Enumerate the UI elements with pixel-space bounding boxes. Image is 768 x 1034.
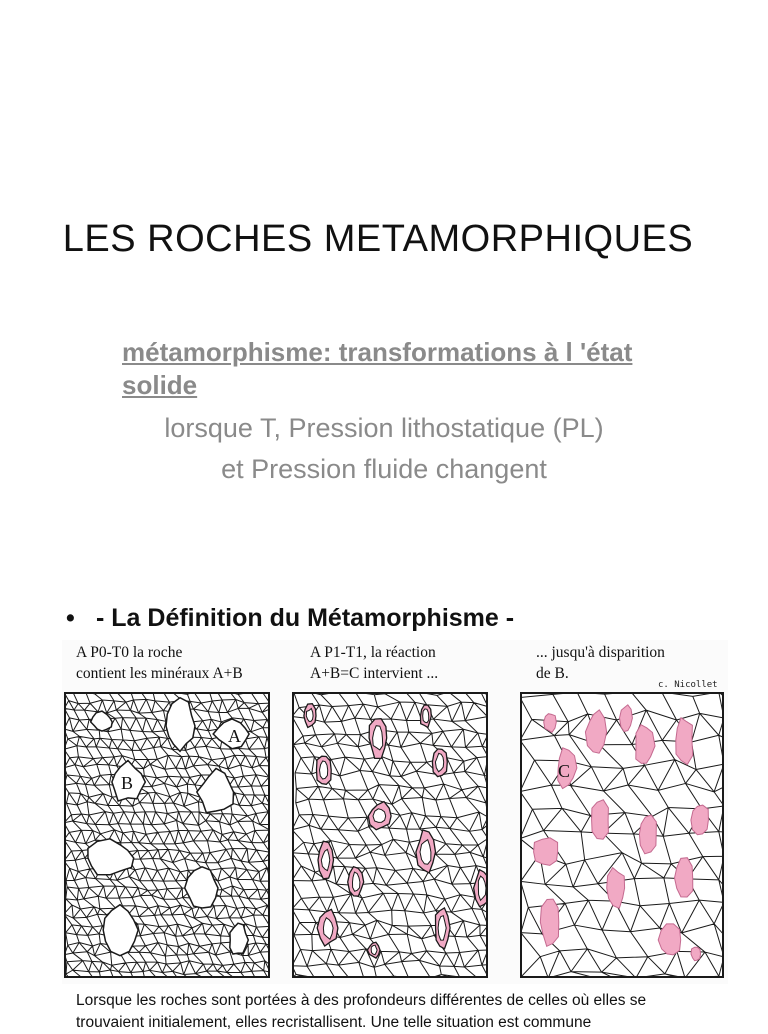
mineral-c xyxy=(534,838,558,866)
mineral-core xyxy=(320,761,328,779)
slide-title: LES ROCHES METAMORPHIQUES xyxy=(62,218,694,260)
bullet-text: - La Définition du Métamorphisme - xyxy=(96,604,515,632)
subtitle-block xyxy=(122,336,682,402)
panel-initial-rock xyxy=(64,692,270,978)
mineral-c xyxy=(676,718,693,765)
label-mineral-a: A xyxy=(228,726,241,746)
footer-paragraph: Lorsque les roches sont portées à des profondeurs différentes de celles où elles se trouvaient initialement, elles recristallisent. Une telle situation est commune xyxy=(76,992,647,1031)
label-mineral-c: C xyxy=(558,761,571,781)
label-mineral-b: B xyxy=(121,773,134,793)
subtitle-line-2: et Pression fluide changent xyxy=(221,454,547,484)
mineral-core xyxy=(373,809,386,823)
bullet-dot-icon: • xyxy=(66,604,75,632)
caption-panel-2: A P1-T1, la réaction A+B=C intervient ... xyxy=(310,644,439,682)
caption-panel-3: ... jusqu'à disparition de B. xyxy=(536,644,665,682)
subtitle-line-1: lorsque T, Pression lithostatique (PL) xyxy=(164,413,604,443)
figure-credit: c. Nicollet xyxy=(658,680,718,690)
panel-final-rock xyxy=(520,692,724,978)
mineral-c xyxy=(592,800,609,839)
subtitle-link[interactable]: métamorphisme: transformations à l 'état solide xyxy=(122,337,633,400)
subtitle-text xyxy=(100,408,668,490)
mineral-core xyxy=(423,709,429,723)
bullet-heading xyxy=(66,604,514,633)
caption-panel-1: A P0-T0 la roche contient les minéraux A+B xyxy=(76,644,243,682)
metamorphism-figure xyxy=(62,640,728,984)
panel-reaction xyxy=(292,692,488,978)
